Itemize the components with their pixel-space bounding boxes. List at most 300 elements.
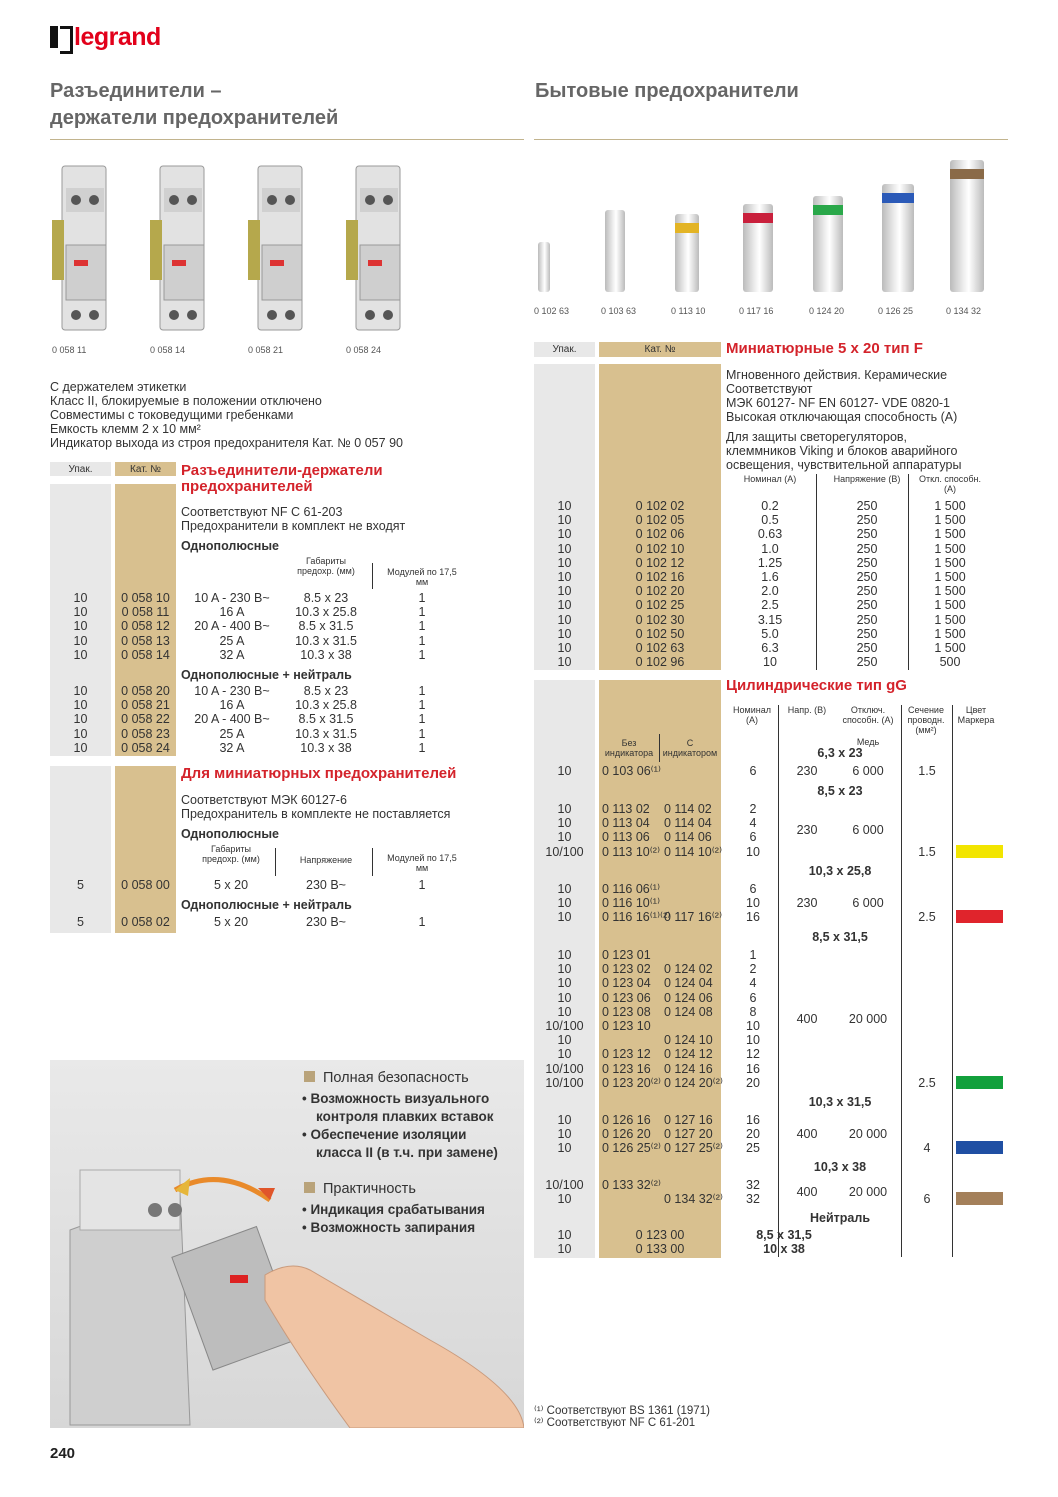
cat-no-indicator: 0 126 16 [602,1113,651,1127]
modules: 1 [418,740,426,755]
cat-number: 0 058 02 [121,915,170,929]
divider [659,734,660,762]
sec4-col-rating: Номинал (A) [733,705,771,725]
sec4-col-copper: Медь [856,737,880,747]
photo-code: 0 058 14 [150,345,186,355]
table-row [50,619,470,633]
table-row [534,882,1004,896]
pack-value: 10 [73,633,88,648]
table-row [534,962,1004,976]
capacity: 6 000 [852,823,884,838]
sec2-col-modules: Модулей по 17,5 мм [387,853,457,873]
promo-heading-text: Полная безопасность [323,1070,469,1086]
rating: 0.2 [761,499,779,513]
photo-code: 0 058 24 [346,345,382,355]
cat-indicator: 0 124 08 [664,1004,713,1019]
neutral-label: Нейтраль [810,1211,870,1225]
cat-no-indicator: 0 113 02 [602,802,650,816]
dimensions: 8.5 x 31.5 [298,712,354,727]
rating: 16 [746,1113,760,1127]
cat-no-indicator: 0 123 06 [602,990,651,1005]
sec2-col-dimensions: Габариты предохр. (мм) [202,844,260,864]
pack-value: 5 [77,915,84,929]
cat-number: 0 102 25 [635,598,685,613]
capacity: 1 500 [934,555,966,570]
cat-indicator: 0 124 06 [664,990,713,1005]
pack-value: 10 [557,816,572,831]
rating: 10 [746,896,760,911]
sec3-note: МЭК 60127- NF EN 60127- VDE 0820-1 [726,396,951,410]
table-row [534,1005,1004,1019]
cross-section: 1.5 [918,764,936,778]
pack-value: 10 [557,570,572,584]
cat-number: 0 133 00 [635,1242,685,1257]
dimensions: 10.3 x 38 [300,647,352,662]
cat-indicator: 0 114 10⁽²⁾ [664,844,723,859]
cat-number: 0 102 06 [635,527,685,542]
cat-indicator: 0 117 16⁽²⁾ [664,910,723,925]
dimensions: 10.3 x 31.5 [295,726,357,741]
capacity: 1 500 [934,570,966,584]
table-row [534,655,1004,669]
fuse-code: 0 124 20 [809,306,845,316]
left-title [50,78,338,132]
features-list [50,380,403,450]
table-row [534,627,1004,641]
sec4-title: Цилиндрические тип gG [726,677,907,694]
rating: 32 A [219,740,245,755]
sec1-title-line2: предохранителей [181,478,313,495]
rating: 32 A [219,647,245,662]
modules: 1 [418,647,426,662]
voltage: 250 [856,612,878,627]
left-title-line1: Разъединители – [50,80,222,102]
rating: 0.63 [757,527,783,542]
fuse-color-band [813,205,843,215]
table-row [534,556,1004,570]
disconnector-photo [148,160,220,335]
table-row [534,991,1004,1005]
modules: 1 [418,591,426,605]
cat-header: Кат. № [644,344,676,355]
sec3-note: клеммников Viking и блоков аварийного [726,444,958,458]
cat-number: 0 058 10 [121,591,170,605]
size-group-label: 8,5 x 23 [817,784,863,798]
pack-value: 10/100 [545,1019,584,1033]
sec3-notes [726,368,957,424]
cat-no-indicator: 0 123 04 [602,976,651,991]
pack-value: 10 [557,1141,572,1156]
rating: 6 [749,882,757,896]
table-row [534,1062,1004,1076]
dimensions: 5 x 20 [213,915,249,929]
table-row [534,598,1004,612]
cat-number: 0 058 23 [121,726,170,741]
modules: 1 [418,726,426,741]
sec3-title: Миниатюрные 5 x 20 тип F [726,340,923,357]
capacity: 1 500 [934,541,966,556]
promo-practical-bullets [302,1201,485,1237]
fuse-color-band [675,223,699,233]
fuse-code: 0 126 25 [878,306,914,316]
table-row [534,527,1004,541]
cat-no-indicator: 0 113 04 [602,816,650,831]
pack-value: 10 [557,896,572,911]
sec2-note: Соответствуют МЭК 60127-6 [181,793,347,807]
rating: 4 [749,816,757,831]
table-row [534,896,1004,910]
sec2-note: Предохранитель в комплекте не поставляется [181,807,451,821]
table-row [534,1228,1004,1242]
pack-value: 10 [557,910,572,925]
pack-value: 10 [557,527,572,542]
cat-no-indicator: 0 123 01 [602,948,651,962]
sec1-note: Предохранители в комплект не входят [181,519,406,533]
table-row [50,727,470,741]
square-bullet-icon [304,1182,315,1193]
sec2-title: Для миниатюрных предохранителей [181,765,457,782]
rating: 10 [746,1033,760,1048]
cat-indicator: 0 134 32⁽²⁾ [664,1192,723,1207]
pack-value: 10 [73,698,88,713]
sec2-notes [181,793,450,821]
table-row [534,513,1004,527]
cat-indicator: 0 114 06 [664,830,712,845]
pack-value: 10 [557,655,572,670]
footnote: ⁽²⁾ Соответствуют NF C 61-201 [534,1417,696,1429]
promo-safety-bullets [302,1090,498,1162]
voltage: 230 [796,764,818,778]
cat-no-indicator: 0 126 25⁽²⁾ [602,1141,661,1156]
cat-number: 0 058 21 [121,698,170,713]
cross-section: 4 [923,1141,931,1156]
table-row [534,499,1004,513]
fuse-code: 0 113 10 [671,306,706,316]
table-row [534,641,1004,655]
promo-heading-practical [304,1180,416,1198]
capacity: 1 500 [934,527,966,542]
voltage: 250 [856,655,878,670]
pack-value: 10 [557,1127,572,1142]
photo-code: 0 058 11 [52,345,87,355]
cat-indicator: 0 124 10 [664,1033,713,1048]
legrand-logo [50,24,161,50]
cat-number: 0 102 05 [635,513,685,528]
rating: 8 [749,1004,757,1019]
rating: 2.5 [761,598,779,613]
fuse-photo [813,196,843,292]
capacity: 1 500 [934,612,966,627]
rating: 2.0 [761,584,779,599]
promo-heading-text: Практичность [323,1181,416,1197]
dimensions: 10.3 x 25.8 [295,698,357,713]
rating: 10 [746,844,760,859]
sec3-note: Мгновенного действия. Керамические [726,368,948,382]
pack-value: 10 [557,1242,572,1257]
divider [275,848,276,876]
sec4-col-no-indicator: Без индикатора [604,738,654,758]
capacity: 1 500 [934,641,966,655]
sec1-col-modules: Модулей по 17,5 мм [387,567,457,587]
divider [372,563,373,589]
size-group-label: 6,3 x 23 [817,746,863,760]
cat-number: 0 102 16 [635,570,685,584]
rating: 32 [746,1178,760,1192]
sec3-col-capacity: Откл. способн. (A) [918,474,982,494]
capacity: 500 [939,655,961,670]
rating: 6 [749,990,757,1005]
cat-indicator: 0 114 02 [664,802,712,816]
pack-value: 10 [557,584,572,599]
pack-value: 10 [557,882,572,896]
pack-header: Упак. [68,464,93,475]
cat-number: 0 058 11 [121,605,170,620]
voltage: 230 B~ [306,878,346,892]
table-row [534,1047,1004,1061]
pack-value: 10 [557,598,572,613]
pack-value: 10 [557,555,572,570]
voltage: 250 [856,555,878,570]
cat-number: 0 102 63 [635,641,685,655]
sec3-note: Высокая отключающая способность (А) [726,410,958,424]
sec4-col-section: Сечение проводн. (мм²) [907,705,945,735]
pack-value: 10 [557,1033,572,1048]
pack-value: 10 [557,641,572,655]
capacity: 1 500 [934,499,966,513]
cat-number: 0 102 12 [635,555,685,570]
rating: 3.15 [757,612,783,627]
brand-name: legrand [74,22,161,51]
voltage: 250 [856,527,878,542]
rating: 1.6 [761,570,779,584]
rating: 6 [749,764,757,778]
table-row [50,915,470,929]
sec4-col-capacity: Отключ. способн. (A) [842,705,894,725]
fuse-color-band [882,193,914,203]
table-row [534,584,1004,598]
rating: 32 [746,1192,760,1207]
table-row [50,634,470,648]
sec1-notes [181,505,405,533]
dimensions: 8.5 x 23 [303,684,349,698]
cat-indicator: 0 124 20⁽²⁾ [664,1075,723,1090]
cat-number: 0 102 10 [635,541,685,556]
cat-indicator: 0 127 25⁽²⁾ [664,1141,723,1156]
voltage: 250 [856,499,878,513]
feature-item: Емкость клемм 2 x 10 мм² [50,422,201,436]
voltage: 400 [796,1185,818,1200]
pack-value: 10 [557,830,572,845]
feature-item: Индикатор выхода из строя предохранителя Кат. № 0 057 90 [50,436,403,450]
sec3-col-rating: Номинал (A) [743,474,797,484]
rating: 20 A - 400 B~ [194,619,270,634]
photo-code: 0 058 21 [248,345,284,355]
disconnector-photo [246,160,318,335]
rating: 6.3 [761,641,779,655]
table-row [50,684,470,698]
neutral-size: 8,5 x 31,5 [756,1228,812,1242]
square-bullet-icon [304,1071,315,1082]
table-row [534,1178,1004,1192]
rating: 5.0 [761,626,779,641]
cat-number: 0 058 00 [121,878,170,892]
cat-number: 0 058 12 [121,619,170,634]
pack-value: 10 [73,740,88,755]
pack-value: 10 [557,1047,572,1062]
fuse-code: 0 103 63 [601,306,637,316]
pack-value: 10 [557,1004,572,1019]
cat-indicator: 0 124 02 [664,962,713,977]
table-row [534,1019,1004,1033]
capacity: 6 000 [852,896,884,911]
pack-value: 10 [557,764,572,778]
right-divider [534,139,1008,140]
modules: 1 [418,633,426,648]
capacity: 6 000 [852,764,884,778]
cat-no-indicator: 0 133 32⁽²⁾ [602,1178,661,1192]
rating: 25 A [219,726,245,741]
pack-value: 10/100 [545,844,584,859]
table-row [50,878,470,892]
dimensions: 10.3 x 25.8 [295,605,357,620]
pack-value: 10 [73,712,88,727]
pack-value: 10 [557,541,572,556]
fuse-color-band [950,169,984,179]
modules: 1 [418,712,426,727]
pack-value: 10 [557,990,572,1005]
right-title: Бытовые предохранители [535,80,799,102]
capacity: 1 500 [934,598,966,613]
capacity: 20 000 [848,1185,888,1200]
sec3-note: Соответствуют [726,382,813,396]
cat-no-indicator: 0 123 12 [602,1047,651,1062]
table-row [50,741,470,755]
cat-column-bg [115,766,176,933]
voltage: 230 [796,896,818,911]
cat-number: 0 102 50 [635,626,685,641]
modules: 1 [418,698,426,713]
cat-no-indicator: 0 123 20⁽²⁾ [602,1075,661,1090]
dimensions: 8.5 x 23 [303,591,349,605]
marker-color-swatch [956,910,1003,923]
pack-value: 10 [73,684,88,698]
size-group-label: 8,5 x 31,5 [812,930,868,944]
rating: 16 [746,1061,760,1076]
pack-value: 10 [73,619,88,634]
divider [372,848,373,876]
cat-no-indicator: 0 123 10 [602,1019,651,1033]
footnotes [534,1405,710,1429]
table-row [50,648,470,662]
voltage: 400 [796,1127,818,1142]
dimensions: 10.3 x 31.5 [295,633,357,648]
feature-item: С держателем этикетки [50,380,187,394]
pack-value: 10 [557,626,572,641]
marker-color-swatch [956,1076,1003,1089]
sec3-notes2 [726,430,961,472]
voltage: 400 [796,1011,818,1026]
modules: 1 [418,915,426,929]
marker-color-swatch [956,1141,1003,1154]
dimensions: 5 x 20 [213,878,249,892]
cross-section: 2.5 [918,910,936,925]
pack-value: 10 [73,591,88,605]
modules: 1 [418,878,426,892]
pack-value: 10 [557,499,572,513]
fuse-code: 0 117 16 [739,306,774,316]
rating: 1 [749,948,757,962]
capacity: 1 500 [934,626,966,641]
cat-indicator: 0 127 20 [664,1127,713,1142]
pack-value: 10 [557,513,572,528]
cat-number: 0 102 02 [635,499,685,513]
pack-column-bg [50,766,111,933]
fuse-color-band [743,213,773,223]
sec1-title-line1: Разъединители-держатели [181,462,383,479]
pack-value: 10/100 [545,1178,584,1192]
sec4-col-voltage: Напр. (B) [787,705,827,715]
pack-value: 10 [557,976,572,991]
modules: 1 [418,619,426,634]
size-group-label: 10,3 x 38 [813,1160,867,1174]
promo-heading-safety [304,1069,469,1087]
rating: 16 [746,910,760,925]
cat-no-indicator: 0 113 06 [602,830,650,845]
rating: 1.0 [761,541,779,556]
cat-no-indicator: 0 113 10⁽²⁾ [602,844,661,859]
cat-no-indicator: 0 123 16 [602,1061,651,1076]
capacity: 1 500 [934,584,966,599]
cat-indicator: 0 127 16 [664,1113,713,1127]
table-row [534,816,1004,830]
table-row [534,613,1004,627]
cat-indicator: 0 124 04 [664,976,713,991]
sec4-col-color: Цвет Маркера [957,705,995,725]
table-row [50,712,470,726]
pack-value: 10 [73,605,88,620]
voltage: 250 [856,584,878,599]
rating: 25 A [219,633,245,648]
pack-value: 10 [557,612,572,627]
disconnector-photo [344,160,416,335]
promo-bullet: • Возможность запирания [302,1220,476,1235]
cat-number: 0 058 24 [121,740,170,755]
table-row [50,698,470,712]
table-row [534,830,1004,844]
voltage: 250 [856,513,878,528]
rating: 0.5 [761,513,779,528]
cat-indicator: 0 114 04 [664,816,712,831]
pack-value: 10/100 [545,1061,584,1076]
rating: 10 A - 230 B~ [194,591,270,605]
capacity: 1 500 [934,513,966,528]
table-row [50,591,470,605]
fuse-photo [605,210,625,292]
cat-number: 0 058 20 [121,684,170,698]
footnote: ⁽¹⁾ Соответствуют BS 1361 (1971) [534,1405,710,1417]
rating: 20 [746,1127,760,1142]
rating: 20 [746,1075,760,1090]
marker-color-swatch [956,1192,1003,1205]
voltage: 250 [856,626,878,641]
cat-number: 0 102 30 [635,612,685,627]
legrand-logo-mark-icon [50,26,70,48]
cat-indicator: 0 124 12 [664,1047,713,1062]
voltage: 230 B~ [306,915,346,929]
rating: 2 [749,962,757,977]
cat-no-indicator: 0 123 08 [602,1004,651,1019]
pack-value: 5 [77,878,84,892]
